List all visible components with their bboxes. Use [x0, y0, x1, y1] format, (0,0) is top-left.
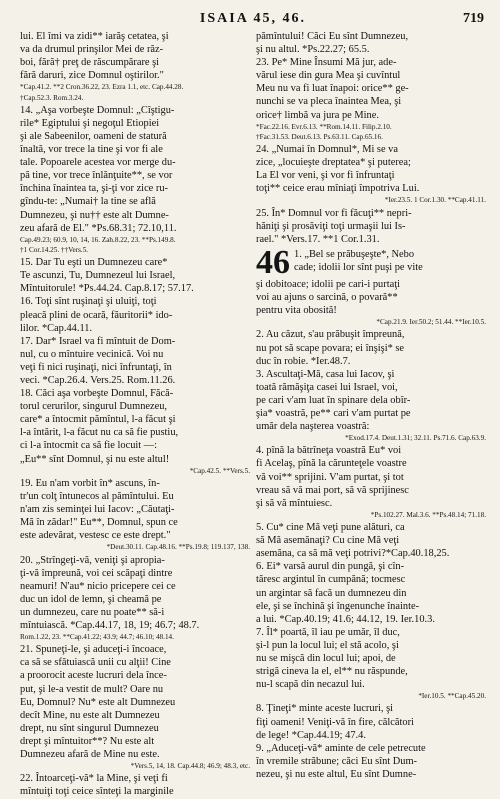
cross-reference: *Exod.17.4. Deut.1.31; 32.11. Ps.71.6. Cap.63.9. — [345, 434, 486, 443]
verse-line: şi să vă mîntuiesc. — [256, 497, 333, 509]
verse-line: tr'un colţ întunecos al pămîntului. Eu — [20, 490, 174, 502]
cross-reference: *Cap.42.5. **Vers.5. — [189, 466, 250, 475]
verse-line: neamuri! N'au* nicio pricepere cei ce — [20, 580, 176, 592]
verse-line: în vremile străbune; căci Eu sînt Dum- — [256, 755, 418, 767]
cross-reference: *Ps.102.27. Mal.3.6. **Ps.48.14; 71.18. — [370, 510, 486, 519]
verse-line: înaltă, vor trece la tine şi vor fi ale — [20, 144, 163, 156]
verse-line: asemăna, ca să mă veţi potrivi?*Cap.40.18,25. — [256, 548, 450, 560]
verse-line: vreau să vă mai port, să vă sprijinesc — [256, 484, 409, 496]
verse-line: zice, „locuieşte dreptatea* şi puterea; — [256, 157, 411, 169]
verse-line: mîntuiţi toţi ceice sînteţi la marginile — [20, 786, 174, 798]
verse-line: pleacă plini de ocară, făuritorii* ido- — [20, 309, 173, 321]
cross-reference: *Ier.23.5. 1 Cor.1.30. **Cap.41.11. — [384, 196, 486, 205]
verse-line: pentru vita obosită! — [256, 305, 337, 317]
verse-line: Meu nu va fi luat înapoi: orice** ge- — [256, 83, 409, 95]
verse-line: hăniţi şi prosăviţi toţi urmaşii lui Is- — [256, 220, 406, 232]
verse-line: duc un idol de lemn, şi cheamă pe — [20, 593, 162, 605]
chapter-start — [256, 243, 486, 281]
verse-line: toţi** ceice erau mîniaţi împotriva Lui. — [256, 183, 420, 195]
verse-line: de lege! *Cap.44.19; 47.4. — [256, 729, 366, 741]
verse-line: Dumnezeu, şi nu†† este alt Dumne- — [20, 209, 169, 221]
cross-reference: †Cap.52.3. Rom.3.24. — [20, 93, 84, 102]
verse-line: 2. Au căzut, s'au prăbuşit împreună, — [256, 329, 405, 341]
cross-reference: *Cap.41.2. **2 Cron.36.22, 23. Ezra 1.1, etc. Cap.44.28. — [20, 83, 184, 92]
verse-line: 21. Spuneţi-le, şi aduceţi-i încoace, — [20, 644, 167, 656]
verse-line: drept şi mîntuitor**? Nu este alt — [20, 735, 155, 747]
cross-reference: *Ier.10.5. **Cap.45.20. — [418, 692, 486, 701]
verse-line: şi-l pun la locul lui; el stă acolo, şi — [256, 639, 399, 651]
verse-line: 9. „Aduceţi-vă* aminte de cele petrecute — [256, 742, 426, 754]
verse-line: 16. Toţi sînt ruşinaţi şi uluiţi, toţi — [20, 296, 157, 308]
verse-line: şi dobitoace; idolii pe cari-i purtaţi — [256, 278, 400, 290]
verse-line: toată rămăşiţa casei lui Israel, voi, — [256, 381, 398, 393]
verse-line: nezeu, şi nu este altul, Eu sînt Dumne- — [256, 768, 417, 780]
cross-reference: †Fac.31.53. Deut.6.13. Ps.63.11. Cap.65.16. — [256, 132, 383, 141]
verse-line: 15. Dar Tu eşti un Dumnezeu care* — [20, 257, 168, 269]
verse-line: decît Mine, nu este alt Dumnezeu — [20, 709, 160, 721]
verse-line: 3. Ascultaţi-Mă, casa lui Iacov, şi — [256, 368, 395, 380]
verse-line: 18. Căci aşa vorbeşte Domnul, Făcă- — [20, 388, 174, 400]
verse-line: un dumnezeu, care nu poate** să-i — [20, 606, 165, 618]
verse-line: tăresc argintul în cumpănă; tocmesc — [256, 574, 406, 586]
verse-line: mîntuiască. *Cap.44.17, 18, 19; 46.7; 48.7. — [20, 619, 200, 631]
verse-line: 20. „Strîngeţi-vă, veniţi şi apropia- — [20, 554, 165, 566]
verse-line: ele, şi se închină şi îngenunche înainte- — [256, 600, 420, 612]
verse-line: Eu, Domnul? Nu* este alt Dumnezeu — [20, 696, 176, 708]
verse-line: a lui. *Cap.40.19; 41.6; 44.12, 19. Ier.10.3. — [256, 613, 435, 625]
verse-line: Te ascunzi, Tu, Dumnezeul lui Israel, — [20, 270, 176, 282]
verse-line: tale. Popoarele acestea vor merge du- — [20, 157, 176, 169]
text-columns — [20, 30, 486, 799]
verse-line: drept, nu sînt singurul Dumnezeu — [20, 722, 159, 734]
verse-line: ţi-vă împreună, voi cei scăpaţi dintre — [20, 567, 173, 579]
verse-line: 8. Ţineţi* minte aceste lucruri, şi — [256, 703, 394, 715]
verse-line: zeu afară de El." *Ps.68.31; 72.10,11. — [20, 222, 177, 234]
verse-line: Mîntuitorule! *Ps.44.24. Cap.8.17; 57.17. — [20, 283, 194, 295]
verse-line: fi Acelaş, pînă la cărunteţele voastre — [256, 458, 407, 470]
verse-line: duc în robie. *Ier.48.7. — [256, 355, 351, 367]
verse-line: 1. „Bel se prăbuşeşte*, Nebo — [294, 248, 415, 260]
verse-line: boi, fără† preţ de răscumpărare şi — [20, 57, 160, 69]
verse-line: umăr dela naşterea voastră: — [256, 421, 370, 433]
verse-line: put, şi le-a vestit de mult? Oare nu — [20, 683, 164, 695]
verse-line: fiţi oameni! Veniţi-vă în fire, călcători — [256, 716, 414, 728]
verse-line: ca să se sfătuiască unii cu alţii! Cine — [20, 657, 171, 669]
verse-line: l-a întărit, l-a făcut nu ca să fie pustiu, — [20, 427, 179, 439]
verse-line: 5. Cu* cine Mă veţi pune alături, ca — [256, 522, 405, 534]
cross-reference: †1 Cor.14.25. ††Vers.5. — [20, 245, 89, 254]
verse-line: 17. Dar* Israel va fi mîntuit de Dom- — [20, 335, 176, 347]
verse-line: orice† limbă va jura pe Mine. — [256, 109, 379, 121]
verse-line: cade; idolii lor sînt puşi pe vite — [294, 262, 423, 274]
verse-line: şi nu altul. *Ps.22.27; 65.5. — [256, 44, 370, 56]
verse-line: 6. Ei* varsă aurul din pungă, şi cîn- — [256, 561, 405, 573]
verse-line: torul cerurilor, singurul Dumnezeu, — [20, 401, 168, 413]
book-chapter-title: ISAIA 45, 46. — [199, 11, 307, 26]
verse-line: rael." *Vers.17. **1 Cor.1.31. — [256, 233, 380, 245]
chapter-number: 46 — [256, 243, 290, 281]
verse-line: veci. *Cap.26.4. Vers.25. Rom.11.26. — [20, 374, 176, 386]
verse-line: să Mă asemănaţi? Cu cine Mă veţi — [256, 535, 400, 547]
verse-line: a proorocit aceste lucruri dela înce- — [20, 670, 167, 682]
verse-line: gîndu-te: „Numai† la tine se află — [20, 196, 156, 208]
verse-line: 25. În* Domnul vor fi făcuţi** nepri- — [256, 207, 412, 219]
verse-line: vă voi** sprijini. V'am purtat, şi tot — [256, 471, 404, 483]
verse-line: şia* voastră, pe** cari v'am purtat pe — [256, 407, 411, 419]
verse-line: un argintar să facă un dumnezeu din — [256, 587, 407, 599]
verse-line: La El vor veni, şi vor fi înfruntaţi — [256, 170, 395, 182]
page-header — [20, 8, 486, 30]
verse-line: strigă cineva la el, el** nu răspunde, — [256, 666, 408, 678]
verse-line: şi ale Sabeenilor, oameni de statură — [20, 130, 167, 142]
verse-line: 4. pînă la bătrîneţa voastră Eu* voi — [256, 445, 402, 457]
verse-line: 19. Eu n'am vorbit în* ascuns, în- — [20, 477, 160, 489]
verse-line: pă tine, vor trece înlănţuite**, se vor — [20, 170, 173, 182]
cross-reference: *Deut.30.11. Cap.48.16. **Ps.19.8; 119.137, 138. — [106, 543, 250, 552]
cross-reference: Rom.1.22, 23. **Cap.41.22; 43.9; 44.7; 46.10; 48.14. — [20, 633, 174, 642]
verse-line: nunchi se va pleca înaintea Mea, şi — [256, 96, 402, 108]
verse-line: care* a întocmit pămîntul, l-a făcut şi — [20, 414, 176, 426]
verse-line: va da drumul prinşilor Mei de răz- — [20, 44, 164, 56]
cross-reference: *Fac.22.16. Evr.6.13. **Rom.14.11. Filip.2.10. — [256, 122, 392, 131]
page-number: 719 — [463, 11, 484, 26]
verse-line: nul, cu o mîntuire vecinică. Voi nu — [20, 348, 164, 360]
verse-line: nu-l scapă din necazul lui. — [256, 679, 365, 691]
verse-line: n'am zis seminţei lui Iacov: „Căutaţi- — [20, 504, 175, 516]
verse-line: veţi fi nici ruşinaţi, nici înfruntaţi, în — [20, 361, 172, 373]
cross-reference: Cap.49.23; 60.9, 10, 14, 16. Zah.8.22, 23. **Ps.149.8. — [20, 235, 176, 244]
verse-line: lilor. *Cap.44.11. — [20, 322, 93, 334]
verse-line: fără daruri, zice Domnul oştirilor." — [20, 70, 164, 82]
verse-line: nu pot să scape povara; ei înşişi* se — [256, 342, 405, 354]
chapter-first-lines — [294, 248, 486, 274]
verse-line: rile* Egiptului şi negoţul Etiopiei — [20, 117, 160, 129]
verse-line: pe cari v'am luat în spinare dela obîr- — [256, 394, 411, 406]
verse-line: „Eu** sînt Domnul, şi nu este altul! — [20, 453, 170, 465]
verse-line: 24. „Numai în Domnul*, Mi se va — [256, 144, 398, 156]
right-column — [256, 30, 486, 799]
cross-reference: *Cap.21.9. Ier.50.2; 51.44. **Ier.10.5. — [376, 318, 486, 327]
verse-line: pămîntului! Căci Eu sînt Dumnezeu, — [256, 31, 409, 42]
verse-line: voi au ajuns o sarcină, o povară** — [256, 292, 398, 304]
verse-line: este adevărat, vestesc ce este drept." — [20, 530, 171, 542]
verse-line: vărul iese din gura Mea şi cuvîntul — [256, 70, 401, 82]
left-column — [20, 30, 250, 799]
verse-line: 22. Întoarceţi-vă* la Mine, şi veţi fi — [20, 773, 168, 785]
verse-line: nu se mişcă din locul lui; apoi, de — [256, 652, 396, 664]
verse-line: lui. El îmi va zidi** iarăş cetatea, şi — [20, 31, 169, 42]
cross-reference: *Vers.5, 14, 18. Cap.44.8; 46.9; 48.3, etc. — [130, 762, 250, 771]
verse-line: ci l-a întocmit ca să fie locuit —: — [20, 440, 158, 452]
verse-line: închina înaintea ta, şi-ţi vor zice ru- — [20, 183, 169, 195]
verse-line: 14. „Aşa vorbeşte Domnul: „Cîştigu- — [20, 104, 175, 116]
verse-line: Mă în zădar!" Eu**, Domnul, spun ce — [20, 517, 178, 529]
verse-line: 7. Îl* poartă, îl iau pe umăr, îl duc, — [256, 626, 400, 638]
verse-line: 23. Pe* Mine Însumi Mă jur, ade- — [256, 57, 397, 69]
verse-line: Dumnezeu afară de Mine nu este. — [20, 749, 160, 761]
